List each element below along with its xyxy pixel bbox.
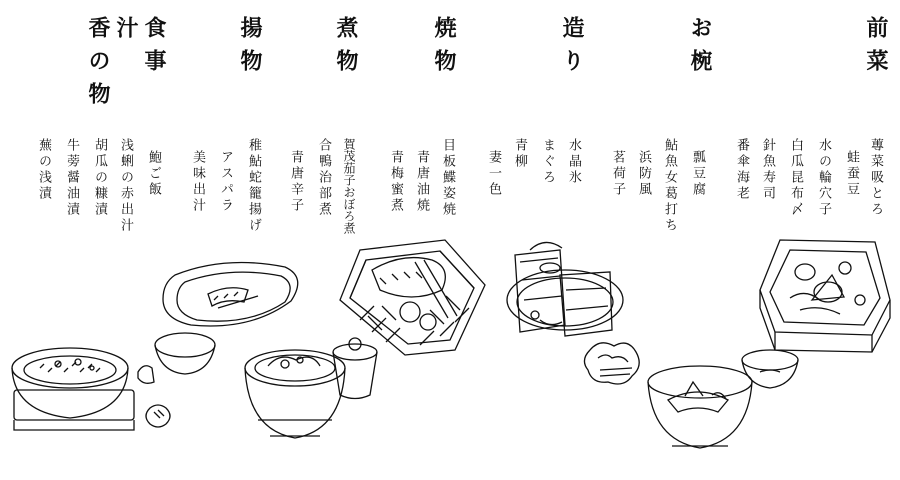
course-title-agemono: 揚物 — [237, 16, 263, 82]
dish-item: 妻一色 — [486, 150, 501, 198]
hassun-box-icon — [760, 240, 890, 352]
clay-pot-icon — [12, 348, 154, 430]
dish-item: 水の輪穴子 — [816, 138, 831, 218]
dish-item: 蕪の浅漬 — [36, 138, 51, 202]
dish-item: 青梅蜜煮 — [388, 150, 403, 214]
dish-item: 水晶氷 — [566, 138, 581, 186]
course-title-owan: お椀 — [687, 16, 713, 82]
dish-item: 目板鰈姿焼 — [440, 138, 455, 218]
dish-item: アスパラ — [218, 150, 233, 214]
dish-item: 青唐辛子 — [288, 150, 303, 214]
dish-item: 鮎魚女葛打ち — [662, 138, 677, 234]
dish-item: 蛙蚕豆 — [844, 150, 859, 198]
grilled-fish-basket-icon — [340, 240, 485, 355]
dish-item: 茗荷子 — [610, 150, 625, 198]
course-title-kounomono: 香の物 — [85, 16, 111, 115]
dish-item: 賀茂茄子おぼろ煮 — [342, 138, 356, 234]
course-title-yakimono: 焼物 — [431, 16, 457, 82]
course-title-tsukuri: 造り — [559, 16, 585, 82]
dish-item: 青唐油焼 — [414, 150, 429, 214]
dish-item: 合鴨治部煮 — [316, 138, 331, 218]
soup-bowl-icon — [648, 350, 798, 448]
dish-item: 浜防風 — [636, 150, 651, 198]
course-title-shokuji: 食事 — [141, 16, 167, 82]
dish-item: 鮑ご飯 — [146, 150, 161, 198]
dish-item: 白瓜昆布〆 — [788, 138, 803, 218]
sashimi-glass-icon — [507, 242, 623, 336]
dish-item: 胡瓜の糠漬 — [92, 138, 107, 218]
dish-item: 針魚寿司 — [760, 138, 775, 202]
dish-item: まぐろ — [540, 138, 555, 186]
dish-item: 蓴菜吸とろ — [868, 138, 883, 218]
dish-item: 稚鮎蛇籠揚げ — [246, 138, 261, 234]
course-title-shiru: 汁 — [113, 16, 139, 49]
tempura-plate-icon — [155, 263, 298, 375]
dish-item: 青柳 — [512, 138, 527, 170]
dish-item: 瓢豆腐 — [690, 150, 705, 198]
sauce-dish-icon — [584, 343, 639, 384]
dish-item: 美味出汁 — [190, 150, 205, 214]
dish-item: 浅蜊の赤出汁 — [118, 138, 133, 234]
course-title-nimono: 煮物 — [333, 16, 359, 82]
dish-item: 牛蒡醤油漬 — [64, 138, 79, 218]
pickle-dish-icon — [146, 405, 170, 427]
lidded-bowl-icon — [245, 338, 377, 438]
dish-item: 番傘海老 — [734, 138, 749, 202]
course-title-zensai: 前菜 — [863, 16, 889, 82]
